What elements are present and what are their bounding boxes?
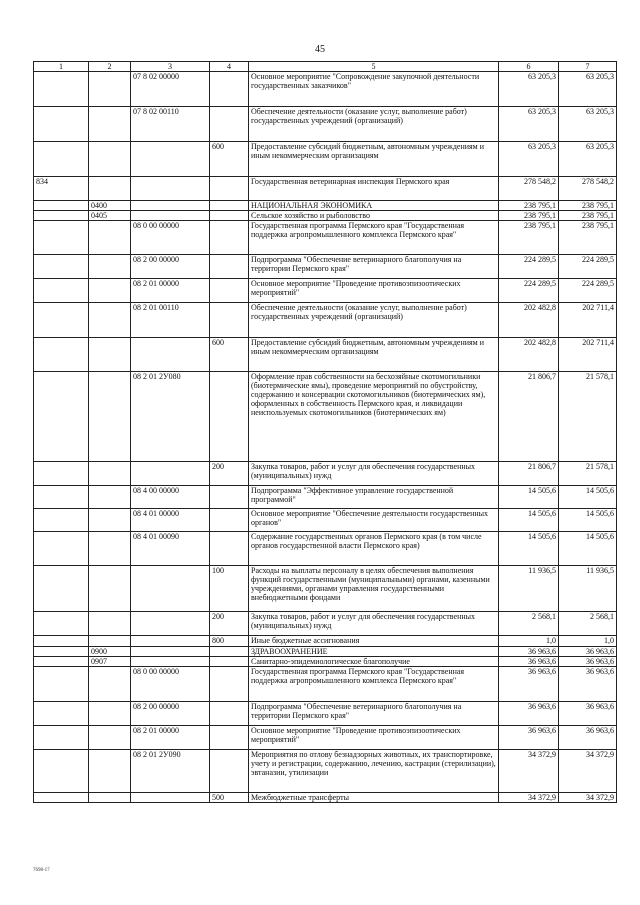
cell-amount-2018: 1,0 xyxy=(499,636,559,647)
cell-amount-2019: 238 795,1 xyxy=(559,211,617,221)
cell-amount-2019: 36 963,6 xyxy=(559,657,617,667)
cell-admin-code xyxy=(34,509,89,532)
table-body xyxy=(34,72,617,803)
table-row xyxy=(34,201,617,211)
cell-amount-2019: 224 289,5 xyxy=(559,279,617,303)
cell-name: ЗДРАВООХРАНЕНИЕ xyxy=(249,647,499,657)
cell-section-code xyxy=(89,509,131,532)
cell-amount-2018: 238 795,1 xyxy=(499,221,559,255)
cell-amount-2018: 224 289,5 xyxy=(499,279,559,303)
cell-name: Содержание государственных органов Пермского края (в том числе органов государственной власти Пермского края) xyxy=(249,532,499,566)
cell-amount-2018: 63 205,3 xyxy=(499,142,559,177)
cell-expense-type xyxy=(210,177,249,201)
cell-name: Предоставление субсидий бюджетным, автономным учреждениям и иным некоммерческим организациям xyxy=(249,338,499,372)
table-row xyxy=(34,279,617,303)
cell-name: Основное мероприятие "Сопровождение закупочной деятельности государственных заказчиков" xyxy=(249,72,499,107)
cell-amount-2019: 21 578,1 xyxy=(559,372,617,462)
cell-amount-2018: 36 963,6 xyxy=(499,702,559,726)
cell-expense-type xyxy=(210,211,249,221)
cell-amount-2019: 14 505,6 xyxy=(559,509,617,532)
cell-target-code: 08 2 00 00000 xyxy=(131,255,210,279)
cell-name: Закупка товаров, работ и услуг для обеспечения государственных (муниципальных) нужд xyxy=(249,462,499,486)
cell-target-code xyxy=(131,211,210,221)
cell-amount-2019: 238 795,1 xyxy=(559,201,617,211)
cell-amount-2019: 34 372,9 xyxy=(559,793,617,803)
table-row xyxy=(34,221,617,255)
cell-admin-code: 834 xyxy=(34,177,89,201)
cell-expense-type xyxy=(210,107,249,142)
cell-section-code xyxy=(89,303,131,338)
cell-section-code xyxy=(89,532,131,566)
table-row xyxy=(34,726,617,750)
cell-section-code xyxy=(89,750,131,793)
cell-admin-code xyxy=(34,750,89,793)
cell-expense-type: 600 xyxy=(210,142,249,177)
cell-target-code: 08 2 01 2У080 xyxy=(131,372,210,462)
cell-admin-code xyxy=(34,702,89,726)
cell-section-code xyxy=(89,612,131,636)
cell-admin-code xyxy=(34,726,89,750)
cell-target-code: 07 8 02 00110 xyxy=(131,107,210,142)
table-row xyxy=(34,636,617,647)
table-row xyxy=(34,255,617,279)
cell-amount-2019: 36 963,6 xyxy=(559,647,617,657)
cell-admin-code xyxy=(34,107,89,142)
cell-section-code xyxy=(89,338,131,372)
cell-amount-2019: 278 548,2 xyxy=(559,177,617,201)
cell-target-code: 08 0 00 00000 xyxy=(131,221,210,255)
cell-amount-2019: 224 289,5 xyxy=(559,255,617,279)
table-row xyxy=(34,793,617,803)
cell-admin-code xyxy=(34,72,89,107)
cell-admin-code xyxy=(34,486,89,509)
cell-amount-2019: 2 568,1 xyxy=(559,612,617,636)
cell-name: Государственная программа Пермского края "Государственная поддержка агропромышленного комплекса Пермского края" xyxy=(249,667,499,702)
cell-target-code xyxy=(131,647,210,657)
cell-name: Сельское хозяйство и рыболовство xyxy=(249,211,499,221)
cell-name: Закупка товаров, работ и услуг для обеспечения государственных (муниципальных) нужд xyxy=(249,612,499,636)
cell-name: Обеспечение деятельности (оказание услуг, выполнение работ) государственных учреждений (организаций) xyxy=(249,303,499,338)
cell-expense-type: 600 xyxy=(210,338,249,372)
cell-amount-2019: 202 711,4 xyxy=(559,338,617,372)
cell-amount-2019: 21 578,1 xyxy=(559,462,617,486)
cell-name: Обеспечение деятельности (оказание услуг, выполнение работ) государственных учреждений (организаций) xyxy=(249,107,499,142)
cell-admin-code xyxy=(34,636,89,647)
cell-amount-2018: 238 795,1 xyxy=(499,201,559,211)
header-col-4: 4 xyxy=(210,62,249,72)
cell-expense-type xyxy=(210,667,249,702)
cell-expense-type xyxy=(210,657,249,667)
cell-admin-code xyxy=(34,221,89,255)
cell-amount-2019: 14 505,6 xyxy=(559,486,617,509)
cell-admin-code xyxy=(34,793,89,803)
cell-expense-type: 200 xyxy=(210,612,249,636)
cell-admin-code xyxy=(34,338,89,372)
cell-amount-2019: 11 936,5 xyxy=(559,566,617,612)
table-row xyxy=(34,338,617,372)
cell-admin-code xyxy=(34,255,89,279)
cell-admin-code xyxy=(34,201,89,211)
cell-target-code xyxy=(131,566,210,612)
cell-target-code: 08 2 01 00000 xyxy=(131,279,210,303)
budget-table xyxy=(33,61,617,803)
cell-expense-type xyxy=(210,279,249,303)
cell-amount-2018: 14 505,6 xyxy=(499,486,559,509)
header-col-5: 5 xyxy=(249,62,499,72)
table-row xyxy=(34,303,617,338)
cell-amount-2019: 34 372,9 xyxy=(559,750,617,793)
cell-expense-type xyxy=(210,647,249,657)
cell-amount-2019: 202 711,4 xyxy=(559,303,617,338)
table-row xyxy=(34,612,617,636)
cell-amount-2018: 21 806,7 xyxy=(499,462,559,486)
cell-target-code xyxy=(131,177,210,201)
cell-target-code xyxy=(131,338,210,372)
table-row xyxy=(34,372,617,462)
header-row xyxy=(34,62,617,72)
cell-name: Государственная ветеринарная инспекция Пермского края xyxy=(249,177,499,201)
header-col-1: 1 xyxy=(34,62,89,72)
cell-expense-type: 500 xyxy=(210,793,249,803)
cell-target-code: 08 0 00 00000 xyxy=(131,667,210,702)
cell-admin-code xyxy=(34,657,89,667)
cell-name: Санитарно-эпидемиологическое благополучие xyxy=(249,657,499,667)
cell-expense-type xyxy=(210,255,249,279)
table-row xyxy=(34,486,617,509)
cell-expense-type xyxy=(210,201,249,211)
table-row xyxy=(34,750,617,793)
cell-amount-2018: 2 568,1 xyxy=(499,612,559,636)
cell-expense-type xyxy=(210,750,249,793)
cell-name: Оформление прав собственности на бесхозяйные скотомогильники (биотермические ямы), проведение мероприятий по обустройству, содержанию и консервации скотомогильников (биотермических ям), оформленных в собственность Пермского края, и ликвидации неиспользуемых скотомогильников (биотермических ям) xyxy=(249,372,499,462)
cell-name: Подпрограмма "Эффективное управление государственной программой" xyxy=(249,486,499,509)
cell-section-code xyxy=(89,142,131,177)
table-row xyxy=(34,532,617,566)
cell-admin-code xyxy=(34,462,89,486)
cell-target-code xyxy=(131,793,210,803)
cell-name: Основное мероприятие "Обеспечение деятельности государственных органов" xyxy=(249,509,499,532)
table-row xyxy=(34,657,617,667)
cell-target-code: 08 2 00 00000 xyxy=(131,702,210,726)
cell-expense-type xyxy=(210,702,249,726)
cell-section-code xyxy=(89,72,131,107)
cell-section-code: 0907 xyxy=(89,657,131,667)
cell-amount-2018: 36 963,6 xyxy=(499,657,559,667)
cell-target-code xyxy=(131,142,210,177)
header-col-2: 2 xyxy=(89,62,131,72)
cell-section-code xyxy=(89,726,131,750)
cell-admin-code xyxy=(34,303,89,338)
cell-target-code xyxy=(131,612,210,636)
cell-section-code: 0400 xyxy=(89,201,131,211)
cell-name: Подпрограмма "Обеспечение ветеринарного благополучия на территории Пермского края" xyxy=(249,702,499,726)
cell-target-code: 08 2 01 2У090 xyxy=(131,750,210,793)
cell-amount-2018: 21 806,7 xyxy=(499,372,559,462)
cell-target-code: 08 2 01 00000 xyxy=(131,726,210,750)
cell-amount-2018: 34 372,9 xyxy=(499,793,559,803)
cell-amount-2018: 63 205,3 xyxy=(499,72,559,107)
cell-amount-2019: 63 205,3 xyxy=(559,107,617,142)
cell-expense-type xyxy=(210,303,249,338)
cell-section-code xyxy=(89,255,131,279)
cell-section-code xyxy=(89,279,131,303)
cell-expense-type xyxy=(210,372,249,462)
table-row xyxy=(34,107,617,142)
cell-name: Мероприятия по отлову безнадзорных животных, их транспортировке, учету и регистрации, содержанию, лечению, кастрации (стерилизации), эвтаназии, утилизации xyxy=(249,750,499,793)
cell-amount-2018: 14 505,6 xyxy=(499,509,559,532)
cell-admin-code xyxy=(34,566,89,612)
cell-section-code xyxy=(89,177,131,201)
cell-amount-2018: 238 795,1 xyxy=(499,211,559,221)
cell-name: Предоставление субсидий бюджетным, автономным учреждениям и иным некоммерческим организациям xyxy=(249,142,499,177)
cell-target-code xyxy=(131,657,210,667)
cell-amount-2019: 36 963,6 xyxy=(559,702,617,726)
cell-target-code: 07 8 02 00000 xyxy=(131,72,210,107)
cell-section-code xyxy=(89,462,131,486)
cell-expense-type: 100 xyxy=(210,566,249,612)
cell-amount-2018: 224 289,5 xyxy=(499,255,559,279)
cell-admin-code xyxy=(34,372,89,462)
page-number: 45 xyxy=(315,44,325,55)
cell-target-code xyxy=(131,201,210,211)
cell-section-code: 0900 xyxy=(89,647,131,657)
cell-amount-2018: 36 963,6 xyxy=(499,647,559,657)
cell-section-code xyxy=(89,702,131,726)
cell-section-code xyxy=(89,221,131,255)
cell-amount-2019: 63 205,3 xyxy=(559,72,617,107)
cell-expense-type: 800 xyxy=(210,636,249,647)
cell-section-code xyxy=(89,566,131,612)
cell-name: Расходы на выплаты персоналу в целях обеспечения выполнения функций государственными (муниципальными) органами, казенными учреждениями, органами управления государственными внебюджетными фондами xyxy=(249,566,499,612)
cell-amount-2018: 36 963,6 xyxy=(499,667,559,702)
cell-amount-2018: 278 548,2 xyxy=(499,177,559,201)
header-col-3: 3 xyxy=(131,62,210,72)
cell-amount-2018: 11 936,5 xyxy=(499,566,559,612)
table-row xyxy=(34,72,617,107)
cell-admin-code xyxy=(34,647,89,657)
cell-target-code xyxy=(131,462,210,486)
cell-section-code xyxy=(89,636,131,647)
cell-admin-code xyxy=(34,211,89,221)
cell-section-code xyxy=(89,486,131,509)
cell-admin-code xyxy=(34,279,89,303)
cell-admin-code xyxy=(34,612,89,636)
cell-name: Основное мероприятие "Проведение противоэпизоотических мероприятий" xyxy=(249,726,499,750)
table-row xyxy=(34,702,617,726)
table-row xyxy=(34,647,617,657)
table-row xyxy=(34,211,617,221)
cell-name: Иные бюджетные ассигнования xyxy=(249,636,499,647)
cell-target-code: 08 2 01 00110 xyxy=(131,303,210,338)
cell-target-code: 08 4 00 00000 xyxy=(131,486,210,509)
table-row xyxy=(34,566,617,612)
cell-name: Подпрограмма "Обеспечение ветеринарного благополучия на территории Пермского края" xyxy=(249,255,499,279)
table-row xyxy=(34,142,617,177)
cell-amount-2018: 202 482,8 xyxy=(499,338,559,372)
cell-expense-type xyxy=(210,486,249,509)
cell-amount-2018: 14 505,6 xyxy=(499,532,559,566)
cell-amount-2019: 1,0 xyxy=(559,636,617,647)
cell-section-code xyxy=(89,372,131,462)
table-row xyxy=(34,667,617,702)
cell-amount-2019: 36 963,6 xyxy=(559,726,617,750)
cell-target-code xyxy=(131,636,210,647)
cell-admin-code xyxy=(34,532,89,566)
cell-amount-2019: 238 795,1 xyxy=(559,221,617,255)
table-row xyxy=(34,509,617,532)
cell-amount-2018: 34 372,9 xyxy=(499,750,559,793)
table-row xyxy=(34,177,617,201)
cell-expense-type xyxy=(210,72,249,107)
cell-amount-2018: 202 482,8 xyxy=(499,303,559,338)
cell-name: Государственная программа Пермского края "Государственная поддержка агропромышленного комплекса Пермского края" xyxy=(249,221,499,255)
cell-admin-code xyxy=(34,667,89,702)
cell-amount-2019: 63 205,3 xyxy=(559,142,617,177)
cell-target-code: 08 4 01 00000 xyxy=(131,509,210,532)
cell-expense-type xyxy=(210,509,249,532)
cell-section-code xyxy=(89,667,131,702)
cell-expense-type xyxy=(210,221,249,255)
cell-section-code xyxy=(89,793,131,803)
cell-amount-2018: 63 205,3 xyxy=(499,107,559,142)
cell-amount-2019: 36 963,6 xyxy=(559,667,617,702)
cell-name: Основное мероприятие "Проведение противоэпизоотических мероприятий" xyxy=(249,279,499,303)
cell-expense-type xyxy=(210,532,249,566)
cell-target-code: 08 4 01 00090 xyxy=(131,532,210,566)
cell-section-code xyxy=(89,107,131,142)
header-col-7: 7 xyxy=(559,62,617,72)
cell-admin-code xyxy=(34,142,89,177)
cell-name: НАЦИОНАЛЬНАЯ ЭКОНОМИКА xyxy=(249,201,499,211)
cell-expense-type: 200 xyxy=(210,462,249,486)
cell-section-code: 0405 xyxy=(89,211,131,221)
cell-amount-2019: 14 505,6 xyxy=(559,532,617,566)
table-row xyxy=(34,462,617,486)
cell-expense-type xyxy=(210,726,249,750)
footer-code: 7698-17 xyxy=(33,868,50,873)
cell-name: Межбюджетные трансферты xyxy=(249,793,499,803)
header-col-6: 6 xyxy=(499,62,559,72)
cell-amount-2018: 36 963,6 xyxy=(499,726,559,750)
